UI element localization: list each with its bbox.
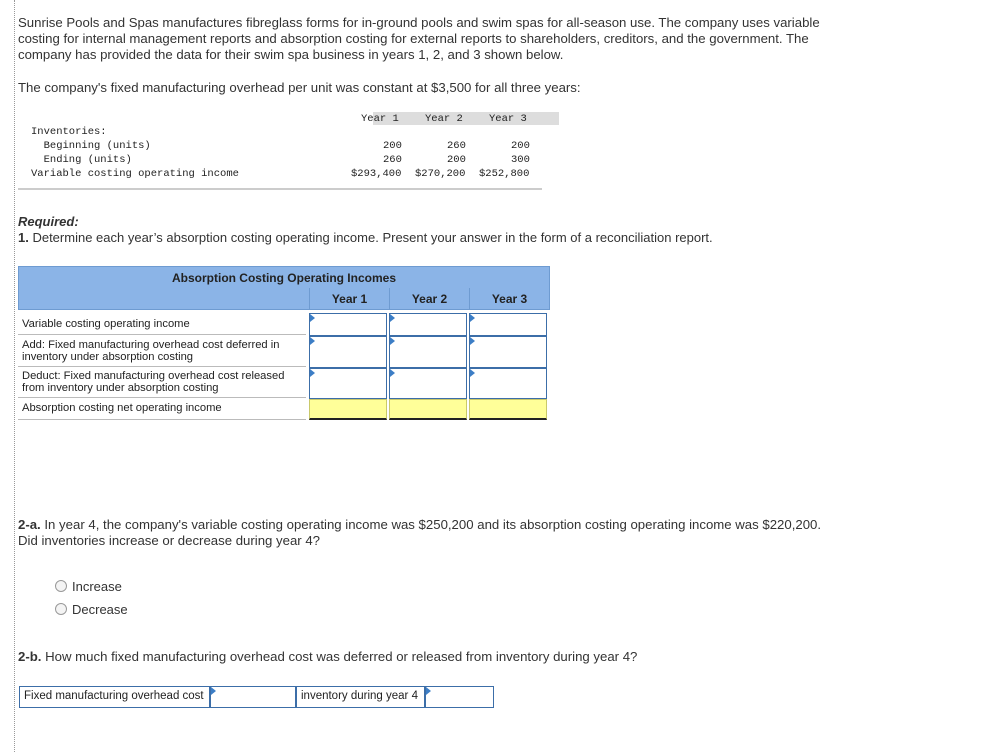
data-table-bottom-border: [18, 188, 542, 190]
q2b-label-box-2: inventory during year 4: [296, 686, 425, 708]
q2b-amount-input[interactable]: [425, 686, 494, 708]
recon-col-year3: [469, 288, 550, 310]
intro-paragraph: Sunrise Pools and Spas manufactures fibreglass forms for in-ground pools and swim spas for all-season use. The company uses variable costing for internal management reports and absorption costing for external reports to shareholders, creditors, and the government. The company has provided the data for their swim spa business in years 1, 2, and 3 shown below.: [18, 15, 820, 62]
recon-label-header-blank: [18, 288, 310, 310]
input-marker-icon: [390, 337, 395, 345]
input-marker-icon: [426, 687, 431, 695]
recon-row-deduct-released-label: Deduct: Fixed manufacturing overhead cost released from inventory under absorption costing: [18, 368, 306, 398]
recon-title-bar: [18, 266, 550, 289]
data-col-header-year1: Year 1: [361, 113, 399, 125]
ending-year3: 300: [511, 154, 530, 166]
ending-year1: 260: [383, 154, 402, 166]
q2a-text: In year 4, the company's variable costing operating income was $250,200 and its absorption costing operating income was $220,200. Did inventories increase or decrease during year 4?: [18, 517, 822, 548]
add-deferred-input-year3[interactable]: [469, 336, 547, 368]
recon-title: Absorption Costing Operating Incomes: [171, 271, 396, 285]
vc-income-label: Variable costing operating income: [31, 168, 239, 180]
absorption-income-total-year2: [389, 399, 467, 420]
data-table-header-bar: [373, 112, 559, 125]
radio-decrease-label: Decrease: [72, 602, 128, 617]
absorption-income-total-year1: [309, 399, 387, 420]
recon-row-vc-income-label: Variable costing operating income: [18, 313, 306, 335]
add-deferred-input-year1[interactable]: [309, 336, 387, 368]
beginning-units-label: Beginning (units): [31, 140, 151, 152]
vc-income-year3: $252,800: [479, 168, 530, 180]
data-col-header-year2: Year 2: [425, 113, 463, 125]
input-marker-icon: [470, 314, 475, 322]
recon-col-year1-label: Year 1: [331, 292, 368, 306]
q2b-number: 2-b.: [18, 649, 42, 664]
recon-col-year2-label: Year 2: [411, 292, 448, 306]
q2a-number: 2-a.: [18, 517, 41, 532]
data-col-header-year3: Year 3: [489, 113, 527, 125]
left-dotted-rule: [14, 0, 15, 752]
recon-col-year3-label: Year 3: [491, 292, 528, 306]
vc-income-input-year2[interactable]: [389, 313, 467, 336]
input-marker-icon: [211, 687, 216, 695]
vc-income-input-year1[interactable]: [309, 313, 387, 336]
q2b-text-block: [18, 649, 828, 665]
required-heading: Required:: [18, 214, 79, 229]
absorption-income-total-year3: [469, 399, 547, 420]
input-marker-icon: [470, 337, 475, 345]
vc-income-input-year3[interactable]: [469, 313, 547, 336]
radio-button-icon[interactable]: [55, 603, 67, 615]
beginning-year2: 260: [447, 140, 466, 152]
recon-col-year1: [309, 288, 390, 310]
q2b-text: How much fixed manufacturing overhead cost was deferred or released from inventory during year 4?: [41, 649, 638, 664]
vc-income-year2: $270,200: [415, 168, 466, 180]
ending-year2: 200: [447, 154, 466, 166]
q1-number: 1.: [18, 230, 29, 245]
vc-income-year1: $293,400: [351, 168, 402, 180]
fixed-overhead-statement: The company's fixed manufacturing overhead per unit was constant at $3,500 for all three years:: [18, 80, 581, 95]
deduct-released-input-year3[interactable]: [469, 368, 547, 399]
input-marker-icon: [310, 369, 315, 377]
input-marker-icon: [310, 314, 315, 322]
add-deferred-input-year2[interactable]: [389, 336, 467, 368]
deduct-released-input-year1[interactable]: [309, 368, 387, 399]
beginning-year3: 200: [511, 140, 530, 152]
q2a-text-block: [18, 517, 828, 549]
q2b-label-box-1: Fixed manufacturing overhead cost: [19, 686, 210, 708]
q2b-deferred-released-dropdown[interactable]: [210, 686, 296, 708]
recon-row-add-deferred-label: Add: Fixed manufacturing overhead cost deferred in inventory under absorption costing: [18, 336, 306, 367]
input-marker-icon: [390, 314, 395, 322]
radio-button-icon[interactable]: [55, 580, 67, 592]
radio-increase[interactable]: [55, 579, 122, 594]
radio-decrease[interactable]: [55, 602, 128, 617]
radio-increase-label: Increase: [72, 579, 122, 594]
input-marker-icon: [310, 337, 315, 345]
required-block: [18, 214, 713, 245]
recon-col-year2: [389, 288, 470, 310]
input-marker-icon: [390, 369, 395, 377]
q1-text: Determine each year’s absorption costing operating income. Present your answer in the form of a reconciliation report.: [28, 230, 713, 245]
input-marker-icon: [470, 369, 475, 377]
inventories-label: Inventories:: [31, 126, 107, 138]
recon-row-absorption-income-label: Absorption costing net operating income: [18, 399, 306, 420]
ending-units-label: Ending (units): [31, 154, 132, 166]
beginning-year1: 200: [383, 140, 402, 152]
deduct-released-input-year2[interactable]: [389, 368, 467, 399]
